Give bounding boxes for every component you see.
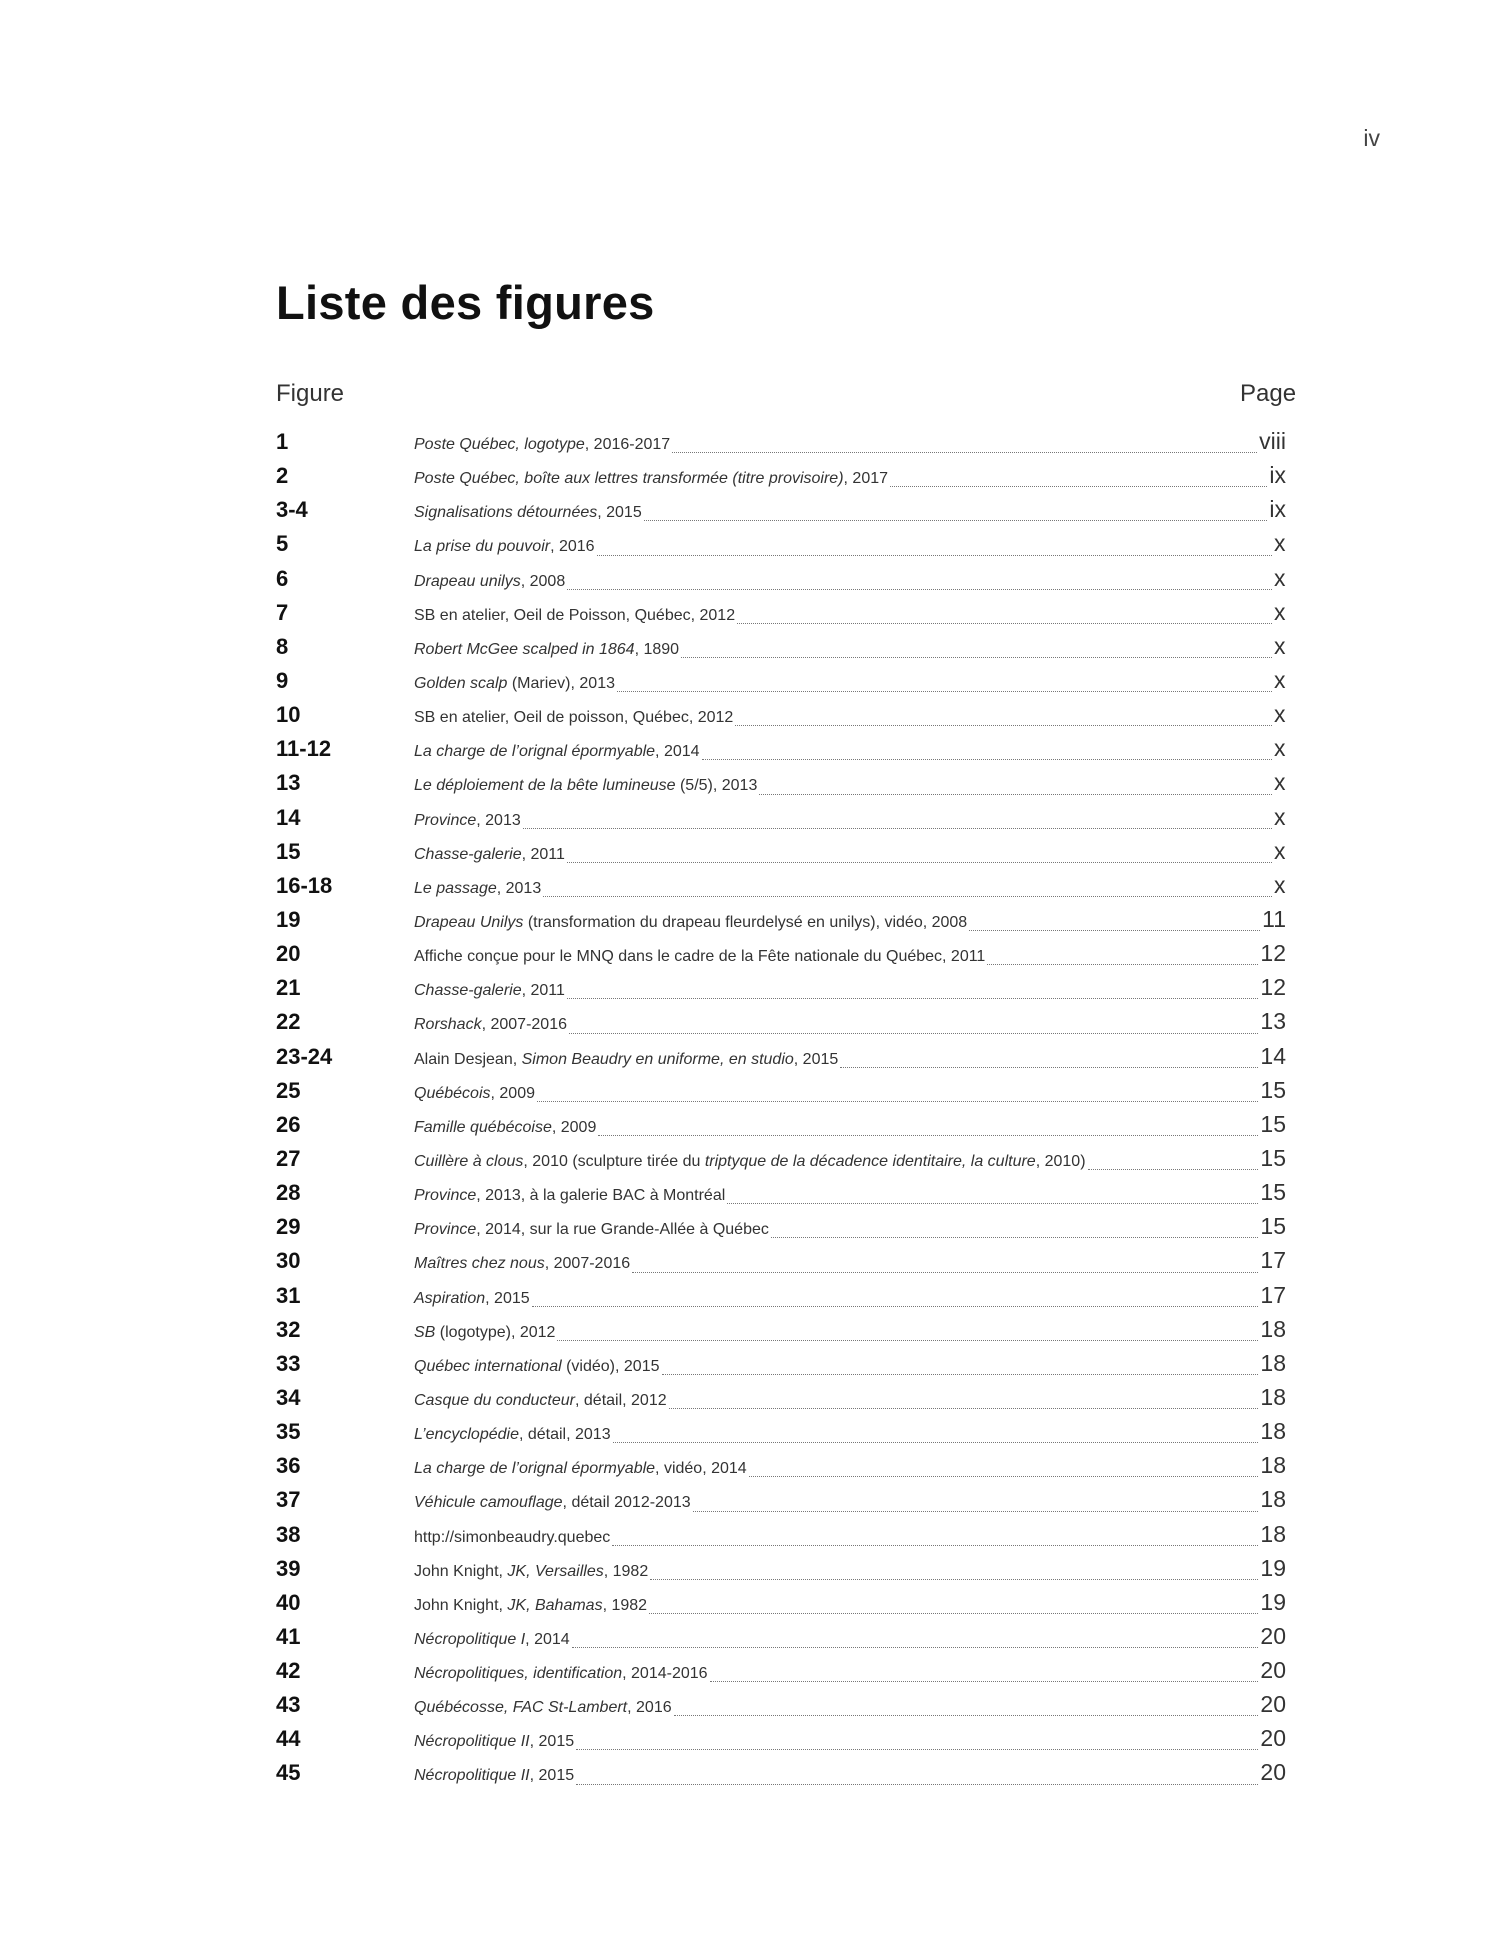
- figure-title-part: Québec international: [414, 1357, 562, 1375]
- figure-title-part: , 2014-2016: [622, 1665, 708, 1683]
- figure-title-part: , 2016: [627, 1699, 672, 1717]
- figure-number: 10: [276, 702, 301, 728]
- figure-title: [414, 812, 521, 830]
- figure-title-part: Le passage: [414, 879, 497, 897]
- figure-title-part: Nécropolitique I: [414, 1630, 526, 1648]
- dot-leader: [771, 1236, 1259, 1238]
- figure-entry-row: [276, 1725, 1286, 1759]
- figure-entry-row: [276, 1759, 1286, 1793]
- figure-page-number: x: [1274, 871, 1286, 898]
- figure-number: 30: [276, 1248, 301, 1274]
- figure-page-number: 17: [1260, 1281, 1286, 1308]
- figure-entry-row: [276, 1691, 1286, 1725]
- figure-entry-row: [276, 599, 1286, 633]
- dot-leader: [987, 963, 1258, 965]
- figure-page-number: 18: [1260, 1520, 1286, 1547]
- figure-entry-row: [276, 1145, 1286, 1179]
- figure-title: [414, 1529, 610, 1547]
- figure-title-part: Casque du conducteur: [414, 1391, 575, 1409]
- figure-title: [414, 1016, 567, 1034]
- figure-title: [414, 1733, 574, 1751]
- figure-title-part: Québécois: [414, 1084, 491, 1102]
- figure-page-number: x: [1274, 803, 1286, 830]
- figure-title-part: Signalisations détournées: [414, 504, 598, 522]
- figure-number: 20: [276, 941, 301, 967]
- figure-title: [414, 1699, 672, 1717]
- figure-entry-row: [276, 1111, 1286, 1145]
- figure-title-part: triptyque de la décadence identitaire, la culture: [704, 1152, 1036, 1170]
- dot-leader: [567, 997, 1259, 999]
- figure-title-part: JK, Bahamas: [507, 1596, 603, 1614]
- figure-title: [414, 641, 679, 659]
- dot-leader: [572, 1646, 1259, 1648]
- figure-entry-row: [276, 804, 1286, 838]
- figure-page-number: x: [1274, 564, 1286, 591]
- figure-title: [414, 607, 735, 625]
- figure-page-number: 13: [1260, 1008, 1286, 1035]
- figure-title: [414, 1255, 630, 1273]
- figure-title: [414, 709, 733, 727]
- figure-title-part: Nécropolitique II: [414, 1733, 530, 1751]
- figure-title: [414, 1665, 708, 1683]
- figure-title-part: , 2011: [521, 845, 565, 863]
- figure-title: [414, 436, 670, 454]
- figure-entry-row: [276, 1418, 1286, 1452]
- figure-number: 32: [276, 1316, 301, 1342]
- figure-title-part: , 2013: [476, 811, 521, 829]
- figure-page-number: 15: [1260, 1144, 1286, 1171]
- figure-number: 35: [276, 1419, 301, 1445]
- figure-title-part: Poste Québec, boîte aux lettres transformée (titre provisoire): [414, 470, 844, 488]
- figure-title-part: , vidéo, 2014: [655, 1460, 747, 1478]
- figure-title-part: , 2015: [793, 1050, 839, 1068]
- figure-title-part: , 2007-2016: [544, 1255, 631, 1273]
- figure-title: [414, 470, 888, 488]
- figure-page-number: 12: [1260, 974, 1286, 1001]
- dot-leader: [613, 1441, 1259, 1443]
- figure-title-part: (transformation du drapeau fleurdelysé en unilys), vidéo, 2008: [523, 913, 968, 931]
- dot-leader: [727, 1202, 1258, 1204]
- figure-title: [414, 1119, 596, 1137]
- figure-number: 41: [276, 1623, 301, 1649]
- figure-title: [414, 573, 565, 591]
- dot-leader: [598, 1134, 1258, 1136]
- figure-title: [414, 1324, 555, 1342]
- figure-title-part: (5/5), 2013: [675, 777, 758, 795]
- figure-title-part: http://simonbeaudry.quebec: [414, 1528, 611, 1546]
- figure-entry-row: [276, 1452, 1286, 1486]
- figure-title: [414, 538, 595, 556]
- figure-title: [414, 1085, 535, 1103]
- dot-leader: [649, 1612, 1258, 1614]
- figure-title-part: , 2013, à la galerie BAC à Montréal: [476, 1187, 726, 1205]
- figure-number: 3-4: [276, 497, 308, 523]
- figure-title-part: SB en atelier, Oeil de poisson, Québec, 2012: [414, 709, 734, 727]
- figure-title-part: , 2016-2017: [584, 436, 671, 453]
- figure-number: 26: [276, 1111, 301, 1137]
- figure-title-part: Aspiration: [414, 1289, 486, 1307]
- figure-title: [414, 1392, 667, 1410]
- dot-leader: [674, 1714, 1259, 1716]
- figure-entry-row: [276, 1282, 1286, 1316]
- dot-leader: [632, 1271, 1258, 1273]
- figure-title-part: Maîtres chez nous: [414, 1255, 545, 1273]
- figure-title-part: Simon Beaudry en uniforme, en studio: [521, 1050, 794, 1068]
- figure-number: 6: [276, 565, 289, 591]
- figure-title: [414, 1051, 838, 1069]
- figure-number: 21: [276, 975, 301, 1001]
- figure-page-number: 20: [1260, 1759, 1286, 1786]
- figure-title: [414, 982, 565, 1000]
- figure-number: 8: [276, 633, 289, 659]
- figure-number: 19: [276, 906, 301, 932]
- figure-title-part: Chasse-galerie: [414, 982, 522, 1000]
- figure-page-number: 18: [1260, 1418, 1286, 1445]
- figure-title-part: L’encyclopédie: [414, 1426, 519, 1444]
- figure-page-number: x: [1274, 769, 1286, 796]
- figure-title-part: Québécosse, FAC St-Lambert: [414, 1699, 628, 1717]
- figure-title-part: , 2011: [521, 982, 565, 1000]
- figure-entry-row: [276, 1486, 1286, 1520]
- figure-title: [414, 777, 757, 795]
- dot-leader: [532, 1305, 1259, 1307]
- figure-title-part: Golden scalp: [414, 674, 508, 692]
- figure-title-part: Robert McGee scalped in 1864: [414, 640, 635, 658]
- figure-title: [414, 948, 985, 966]
- figure-number: 33: [276, 1350, 301, 1376]
- figure-entry-row: [276, 1657, 1286, 1691]
- figure-title-part: La charge de l’orignal épormyable: [414, 743, 656, 761]
- figure-page-number: x: [1274, 666, 1286, 693]
- figure-title-part: , 2008: [520, 572, 566, 590]
- figure-title-part: , 2015: [485, 1289, 530, 1307]
- dot-leader: [737, 622, 1272, 624]
- figure-number: 22: [276, 1009, 301, 1035]
- figure-title-part: Chasse-galerie: [414, 845, 522, 863]
- figure-page-number: 15: [1260, 1179, 1286, 1206]
- figure-number: 42: [276, 1658, 301, 1684]
- dot-leader: [612, 1544, 1258, 1546]
- dot-leader: [840, 1066, 1258, 1068]
- dot-leader: [672, 451, 1257, 453]
- figure-number: 14: [276, 804, 301, 830]
- figure-page-number: 15: [1260, 1110, 1286, 1137]
- figure-title: [414, 1153, 1086, 1171]
- figure-number: 5: [276, 531, 289, 557]
- figure-page-number: 20: [1260, 1622, 1286, 1649]
- figure-title-part: John Knight,: [414, 1562, 508, 1580]
- figure-title-part: Alain Desjean,: [414, 1050, 522, 1068]
- figure-entry-row: [276, 940, 1286, 974]
- figure-entry-row: [276, 1316, 1286, 1350]
- figure-title-part: , 2015: [529, 1733, 575, 1751]
- figure-title-part: Affiche conçue pour le MNQ dans le cadre de la Fête nationale du Québec, 2011: [414, 948, 986, 966]
- figure-title-part: Province: [414, 1187, 477, 1205]
- figure-title-part: , 2013: [496, 879, 542, 897]
- figure-title-part: Province: [414, 1221, 477, 1239]
- figure-title-part: , 2009: [490, 1084, 535, 1102]
- figure-title-part: Famille québécoise: [414, 1118, 552, 1136]
- figure-title-part: , 2010 (sculpture tirée du: [523, 1152, 705, 1170]
- figure-entry-row: [276, 735, 1286, 769]
- figure-page-number: 19: [1260, 1554, 1286, 1581]
- figure-entry-row: [276, 769, 1286, 803]
- figure-number: 15: [276, 838, 301, 864]
- figure-title: [414, 1494, 691, 1512]
- figure-entry-row: [276, 1008, 1286, 1042]
- figure-entry-row: [276, 462, 1286, 496]
- figure-entry-row: [276, 1247, 1286, 1281]
- figure-entry-row: [276, 667, 1286, 701]
- figure-page-number: 18: [1260, 1486, 1286, 1513]
- dot-leader: [710, 1680, 1259, 1682]
- figure-title-part: , 2015: [529, 1767, 575, 1785]
- figure-number: 34: [276, 1384, 301, 1410]
- figure-title-part: , détail, 2012: [575, 1391, 667, 1409]
- dot-leader: [569, 1032, 1258, 1034]
- figure-title-part: , 2014: [655, 743, 700, 761]
- figure-number: 23-24: [276, 1043, 333, 1069]
- figure-title-part: Nécropolitiques, identification: [414, 1665, 623, 1683]
- figure-title-part: (Mariev), 2013: [507, 674, 615, 692]
- figure-page-number: x: [1274, 530, 1286, 557]
- figure-title-part: , 2010): [1035, 1152, 1086, 1170]
- figure-entry-row: [276, 1589, 1286, 1623]
- figure-page-number: x: [1274, 701, 1286, 728]
- figure-page-number: x: [1274, 735, 1286, 762]
- dot-leader: [576, 1748, 1258, 1750]
- figure-title-part: La charge de l’orignal épormyable: [414, 1460, 656, 1478]
- figure-page-number: 20: [1260, 1657, 1286, 1684]
- figure-entry-row: [276, 872, 1286, 906]
- figure-page-number: 18: [1260, 1315, 1286, 1342]
- figure-entry-row: [276, 1384, 1286, 1418]
- dot-leader: [567, 588, 1272, 590]
- figure-number: 37: [276, 1487, 301, 1513]
- figure-entry-row: [276, 1350, 1286, 1384]
- figure-number: 38: [276, 1521, 301, 1547]
- dot-leader: [537, 1100, 1258, 1102]
- figure-column-header: Figure: [276, 380, 345, 407]
- dot-leader: [735, 724, 1272, 726]
- figure-number: 7: [276, 599, 289, 625]
- dot-leader: [693, 1510, 1259, 1512]
- figure-number: 11-12: [276, 736, 332, 762]
- figure-page-number: 18: [1260, 1349, 1286, 1376]
- figure-page-number: x: [1274, 598, 1286, 625]
- figure-title-part: SB: [414, 1323, 436, 1341]
- figure-number: 9: [276, 667, 289, 693]
- figure-number: 29: [276, 1214, 301, 1240]
- page-title: Liste des figures: [276, 276, 655, 329]
- figure-page-number: ix: [1269, 462, 1286, 489]
- figure-title: [414, 675, 615, 693]
- figure-title-part: Véhicule camouflage: [414, 1494, 563, 1512]
- figure-title: [414, 504, 642, 522]
- figure-title: [414, 1597, 647, 1615]
- figure-title-part: JK, Versailles: [507, 1562, 604, 1580]
- figure-list: [276, 428, 1286, 1794]
- figure-entry-row: [276, 1521, 1286, 1555]
- figure-page-number: ix: [1269, 496, 1286, 523]
- figure-title-part: SB en atelier, Oeil de Poisson, Québec, 2012: [414, 606, 736, 624]
- figure-page-number: 14: [1260, 1042, 1286, 1069]
- figure-title-part: , 2016: [550, 538, 595, 556]
- figure-entry-row: [276, 530, 1286, 564]
- dot-leader: [1088, 1168, 1259, 1170]
- figure-title-part: John Knight,: [414, 1596, 508, 1614]
- figure-number: 45: [276, 1760, 301, 1786]
- figure-number: 40: [276, 1589, 301, 1615]
- figure-entry-row: [276, 1213, 1286, 1247]
- figure-title-part: , 2014: [525, 1630, 570, 1648]
- dot-leader: [644, 519, 1268, 521]
- figure-page-number: 20: [1260, 1691, 1286, 1718]
- figure-entry-row: [276, 838, 1286, 872]
- figure-title-part: , 1982: [603, 1562, 649, 1580]
- figure-entry-row: [276, 1179, 1286, 1213]
- figure-page-number: 15: [1260, 1213, 1286, 1240]
- figure-entry-row: [276, 565, 1286, 599]
- page-number: iv: [1363, 125, 1380, 151]
- figure-title-part: , 2014, sur la rue Grande-Allée à Québec: [476, 1221, 769, 1239]
- figure-title: [414, 743, 700, 761]
- figure-title-part: Drapeau unilys: [414, 572, 521, 590]
- figure-title-part: Le déploiement de la bête lumineuse: [414, 777, 676, 795]
- figure-title-part: , 2015: [597, 504, 642, 522]
- dot-leader: [669, 1407, 1259, 1409]
- figure-title-part: , 1890: [634, 640, 680, 658]
- figure-number: 44: [276, 1726, 301, 1752]
- figure-entry-row: [276, 974, 1286, 1008]
- figure-title-part: (vidéo), 2015: [561, 1357, 660, 1375]
- dot-leader: [597, 554, 1272, 556]
- figure-entry-row: [276, 1043, 1286, 1077]
- figure-title-part: Rorshack: [414, 1016, 482, 1034]
- figure-page-number: 19: [1260, 1588, 1286, 1615]
- figure-title: [414, 1221, 769, 1239]
- figure-number: 39: [276, 1555, 301, 1581]
- dot-leader: [557, 1339, 1258, 1341]
- figure-entry-row: [276, 701, 1286, 735]
- figure-page-number: viii: [1259, 428, 1286, 454]
- figure-entry-row: [276, 1555, 1286, 1589]
- figure-title: [414, 1460, 747, 1478]
- dot-leader: [759, 793, 1272, 795]
- figure-page-number: 17: [1260, 1247, 1286, 1274]
- figure-title-part: , 2009: [551, 1118, 597, 1136]
- figure-entry-row: [276, 633, 1286, 667]
- figure-number: 43: [276, 1692, 301, 1718]
- figure-title: [414, 1187, 725, 1205]
- figure-entry-row: [276, 496, 1286, 530]
- dot-leader: [576, 1783, 1258, 1785]
- figure-title-part: La prise du pouvoir: [414, 538, 551, 556]
- dot-leader: [749, 1475, 1259, 1477]
- figure-title-part: Cuillère à clous: [414, 1152, 524, 1170]
- figure-page-number: x: [1274, 837, 1286, 864]
- figure-title-part: , 1982: [602, 1596, 648, 1614]
- dot-leader: [681, 656, 1272, 658]
- figure-title: [414, 1290, 530, 1308]
- dot-leader: [543, 895, 1272, 897]
- dot-leader: [890, 485, 1267, 487]
- figure-title-part: Province: [414, 811, 477, 829]
- dot-leader: [650, 1578, 1258, 1580]
- dot-leader: [662, 1373, 1259, 1375]
- figure-title-part: , 2017: [843, 470, 889, 488]
- figure-page-number: 12: [1260, 940, 1286, 967]
- figure-title-part: Nécropolitique II: [414, 1767, 530, 1785]
- figure-number: 25: [276, 1077, 301, 1103]
- figure-title: [414, 1631, 570, 1649]
- figure-title: [414, 1358, 660, 1376]
- figure-entry-row: [276, 1077, 1286, 1111]
- dot-leader: [702, 758, 1272, 760]
- figure-page-number: 18: [1260, 1383, 1286, 1410]
- figure-number: 27: [276, 1145, 301, 1171]
- figure-number: 13: [276, 770, 301, 796]
- figure-page-number: 18: [1260, 1452, 1286, 1479]
- figure-title-part: Drapeau Unilys: [414, 913, 524, 931]
- figure-number: 28: [276, 1180, 301, 1206]
- figure-title: [414, 1426, 611, 1444]
- figure-number: 16-18: [276, 872, 333, 898]
- figure-title: [414, 1767, 574, 1785]
- figure-title: [414, 1563, 648, 1581]
- figure-entry-row: [276, 906, 1286, 940]
- dot-leader: [617, 690, 1272, 692]
- figure-title: [414, 914, 967, 932]
- figure-entry-row: [276, 1623, 1286, 1657]
- page-column-header: Page: [1240, 380, 1297, 407]
- figure-title: [414, 880, 541, 898]
- figure-entry-row: [276, 428, 1286, 462]
- figure-title-part: , 2007-2016: [481, 1016, 567, 1034]
- figure-title-part: , détail 2012-2013: [562, 1494, 691, 1512]
- figure-page-number: x: [1274, 632, 1286, 659]
- figure-title-part: Poste Québec, logotype: [414, 436, 585, 453]
- dot-leader: [523, 827, 1272, 829]
- figure-number: 2: [276, 463, 289, 489]
- figure-page-number: 11: [1262, 905, 1286, 932]
- figure-page-number: 20: [1260, 1725, 1286, 1752]
- figure-title-part: (logotype), 2012: [435, 1323, 556, 1341]
- dot-leader: [969, 929, 1260, 931]
- figure-number: 31: [276, 1282, 301, 1308]
- figure-page-number: 15: [1260, 1076, 1286, 1103]
- dot-leader: [567, 861, 1272, 863]
- figure-number: 36: [276, 1453, 301, 1479]
- figure-title-part: , détail, 2013: [518, 1426, 611, 1444]
- figure-number: 1: [276, 429, 289, 454]
- figure-title: [414, 846, 565, 864]
